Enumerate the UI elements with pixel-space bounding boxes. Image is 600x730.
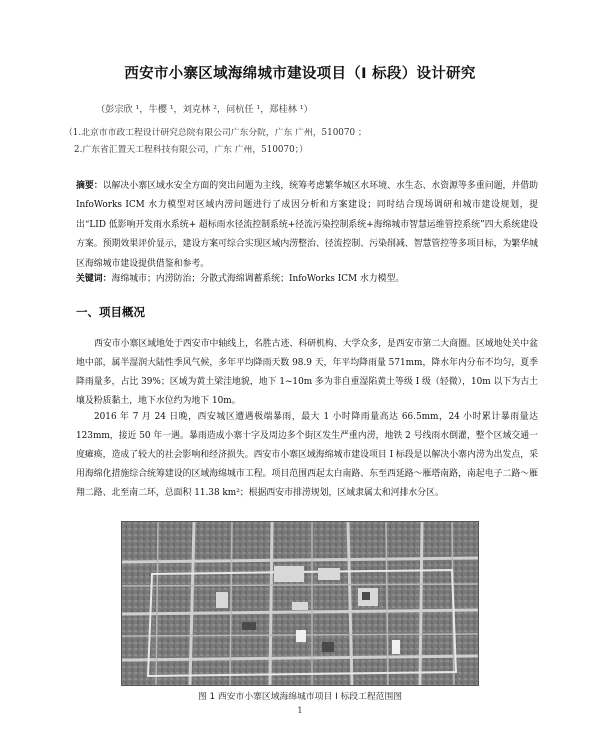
paper-title: 西安市小寨区域海绵城市建设项目（I 标段）设计研究: [124, 66, 476, 82]
map-image: [122, 522, 478, 685]
project-area-map: [121, 521, 479, 686]
paragraph-2: [76, 408, 538, 503]
keywords-text: 海绵城市；内涝防治；分散式海绵调蓄系统；InfoWorks ICM 水力模型。: [111, 274, 405, 284]
affiliation-2: 2.广东省汇置天工程科技有限公司，广东 广州，510070；）: [74, 145, 308, 155]
keywords: [76, 271, 538, 284]
page-number: 1: [297, 706, 303, 716]
keywords-label: 关键词：: [76, 274, 112, 284]
abstract-text: 以解决小寨区域水安全方面的突出问题为主线，统筹考虑繁华城区水环境、水生态、水资源等多重问题，并借助 InfoWorks ICM 水力模型对区域内涝问题进行了成因分析和方案建设；同时结合现场调研和城市建设规划，提出“LID 低影响开发雨水系统+ 超标雨水径流控制系统+径流污染控制系统+海绵城市智慧运维管控系统”四大系统建设方案。预期效果评价显示，建设方案可综合实现区域内涝整治、径流控制、污染削减、智慧管控等多项目标，为繁华城区海绵城市建设提供借鉴和参考。: [76, 181, 538, 269]
abstract-label: 摘要：: [76, 181, 103, 191]
affiliation-1: （1.北京市市政工程设计研究总院有限公司广东分院，广东 广州，510070 ；: [64, 128, 367, 138]
paragraph-2-text: 2016 年 7 月 24 日晚，西安城区遭遇极端暴雨，最大 1 小时降雨量高达 66.5mm，24 小时累计暴雨量达 123mm，接近 50 年一遇。暴雨造成小寨十字及周边多个街区发生严重内涝，地铁 2 号线雨水倒灌，整个区域交通一度瘫痪，造成了较大的社会影响和经济损失。西安市小寨区域海绵城市建设项目 I 标段是以解决小寨内涝为出发点，采用海绵化措施综合统筹建设的区域海绵城市工程。项目范围西起太白南路、东至西延路～雁塔南路，南起电子二路～雁翔二路、北至南二环，总面积 11.38 km²；根据西安市排涝规划，区域隶属太和河排水分区。: [76, 412, 538, 498]
abstract: [76, 177, 538, 274]
figure-caption: 图 1 西安市小寨区域海绵城市项目 I 标段工程范围图: [197, 692, 403, 702]
section-heading: 一、项目概况: [76, 305, 145, 319]
paragraph-1-text: 西安市小寨区域地处于西安市中轴线上，名胜古迹、科研机构、大学众多，是西安市第二大商圈。区域地处关中盆地中部，属半湿润大陆性季风气候，多年平均降雨天数 98.9 天，年平均降雨量 571mm，降水年内分布不均匀，夏季降雨量多，占比 39%；区域为黄土梁洼地貌，地下 1~10m 多为非自重湿陷黄土等级 I 级（轻微），10m 以下为古土壤及粉质黏土，地下水位约为地下 10m。: [76, 339, 538, 406]
author-list: （彭宗欣 ¹，牛樱 ¹，刘克林 ²，问杭任 ¹，郑桂林 ¹）: [96, 104, 313, 115]
paragraph-1: [76, 335, 538, 411]
